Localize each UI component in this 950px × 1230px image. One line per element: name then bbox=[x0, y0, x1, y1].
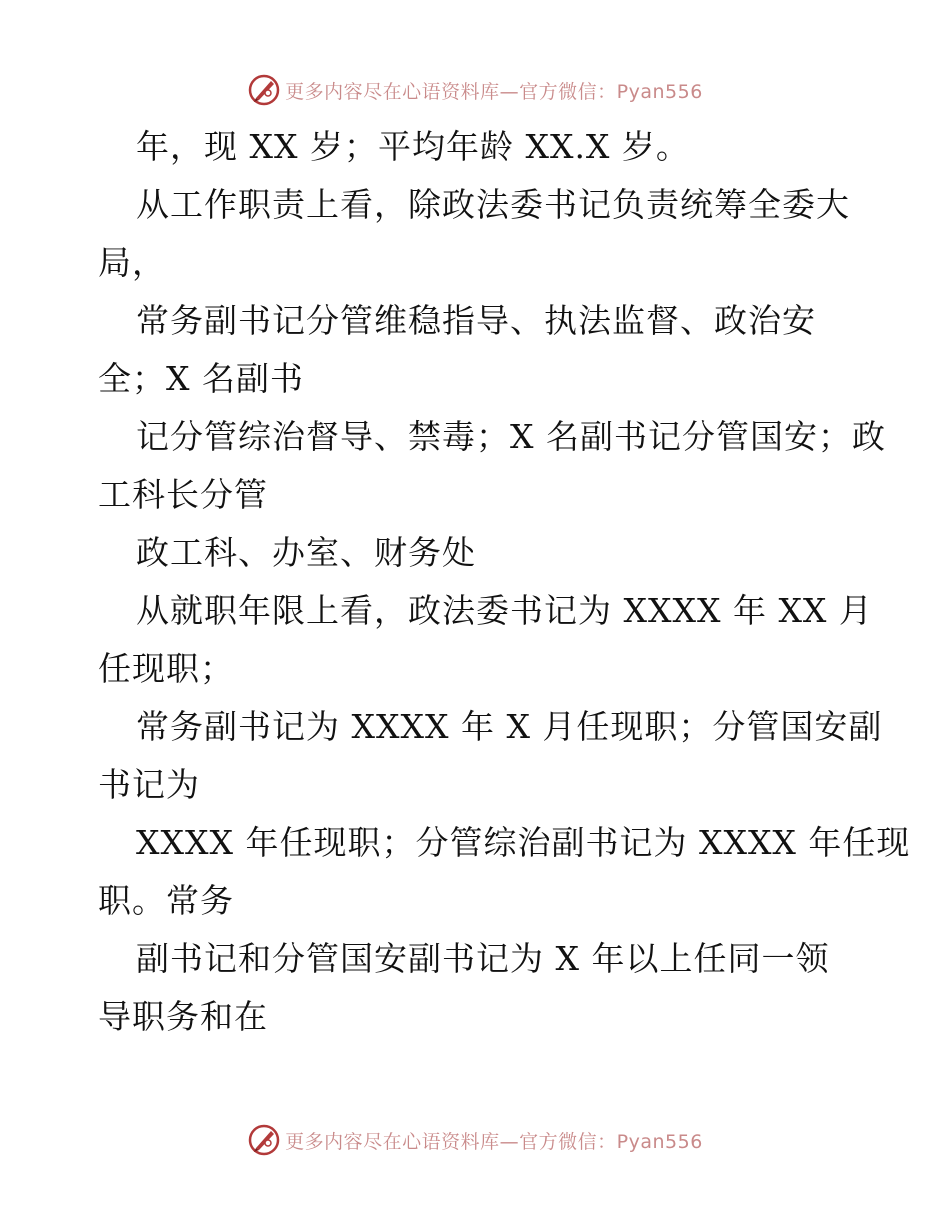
quill-logo-icon bbox=[247, 73, 281, 107]
text-line: 记分管综治督导、禁毒；X 名副书记分管国安；政 bbox=[136, 417, 886, 456]
text-line: 全；X 名副书 bbox=[98, 359, 304, 398]
text-line: 工科长分管 bbox=[98, 475, 268, 514]
quill-logo-icon bbox=[247, 1123, 281, 1157]
text-line: 导职务和在 bbox=[98, 997, 268, 1036]
watermark-footer bbox=[0, 1120, 950, 1160]
watermark-header bbox=[0, 70, 950, 110]
text-line: 职。常务 bbox=[98, 881, 234, 920]
text-line: 常务副书记为 XXXX 年 X 月任现职；分管国安副 bbox=[136, 707, 883, 746]
text-line: 从就职年限上看，政法委书记为 XXXX 年 XX 月 bbox=[136, 591, 873, 630]
text-line: 书记为 bbox=[98, 765, 200, 804]
watermark-text: 更多内容尽在心语资料库—官方微信：Pyan556 bbox=[285, 80, 703, 103]
document-body bbox=[98, 118, 911, 1046]
text-line: 从工作职责上看，除政法委书记负责统筹全委大 bbox=[136, 185, 850, 224]
text-line: 任现职； bbox=[98, 649, 234, 688]
text-line: 年，现 XX 岁；平均年龄 XX.X 岁。 bbox=[136, 127, 690, 166]
text-line: 局， bbox=[98, 243, 166, 282]
watermark-text: 更多内容尽在心语资料库—官方微信：Pyan556 bbox=[285, 1130, 703, 1153]
text-line: 副书记和分管国安副书记为 X 年以上任同一领 bbox=[136, 939, 830, 978]
text-line: XXXX 年任现职；分管综治副书记为 XXXX 年任现 bbox=[136, 823, 911, 862]
text-line: 常务副书记分管维稳指导、执法监督、政治安 bbox=[136, 301, 816, 340]
text-line: 政工科、办室、财务处 bbox=[136, 533, 476, 572]
